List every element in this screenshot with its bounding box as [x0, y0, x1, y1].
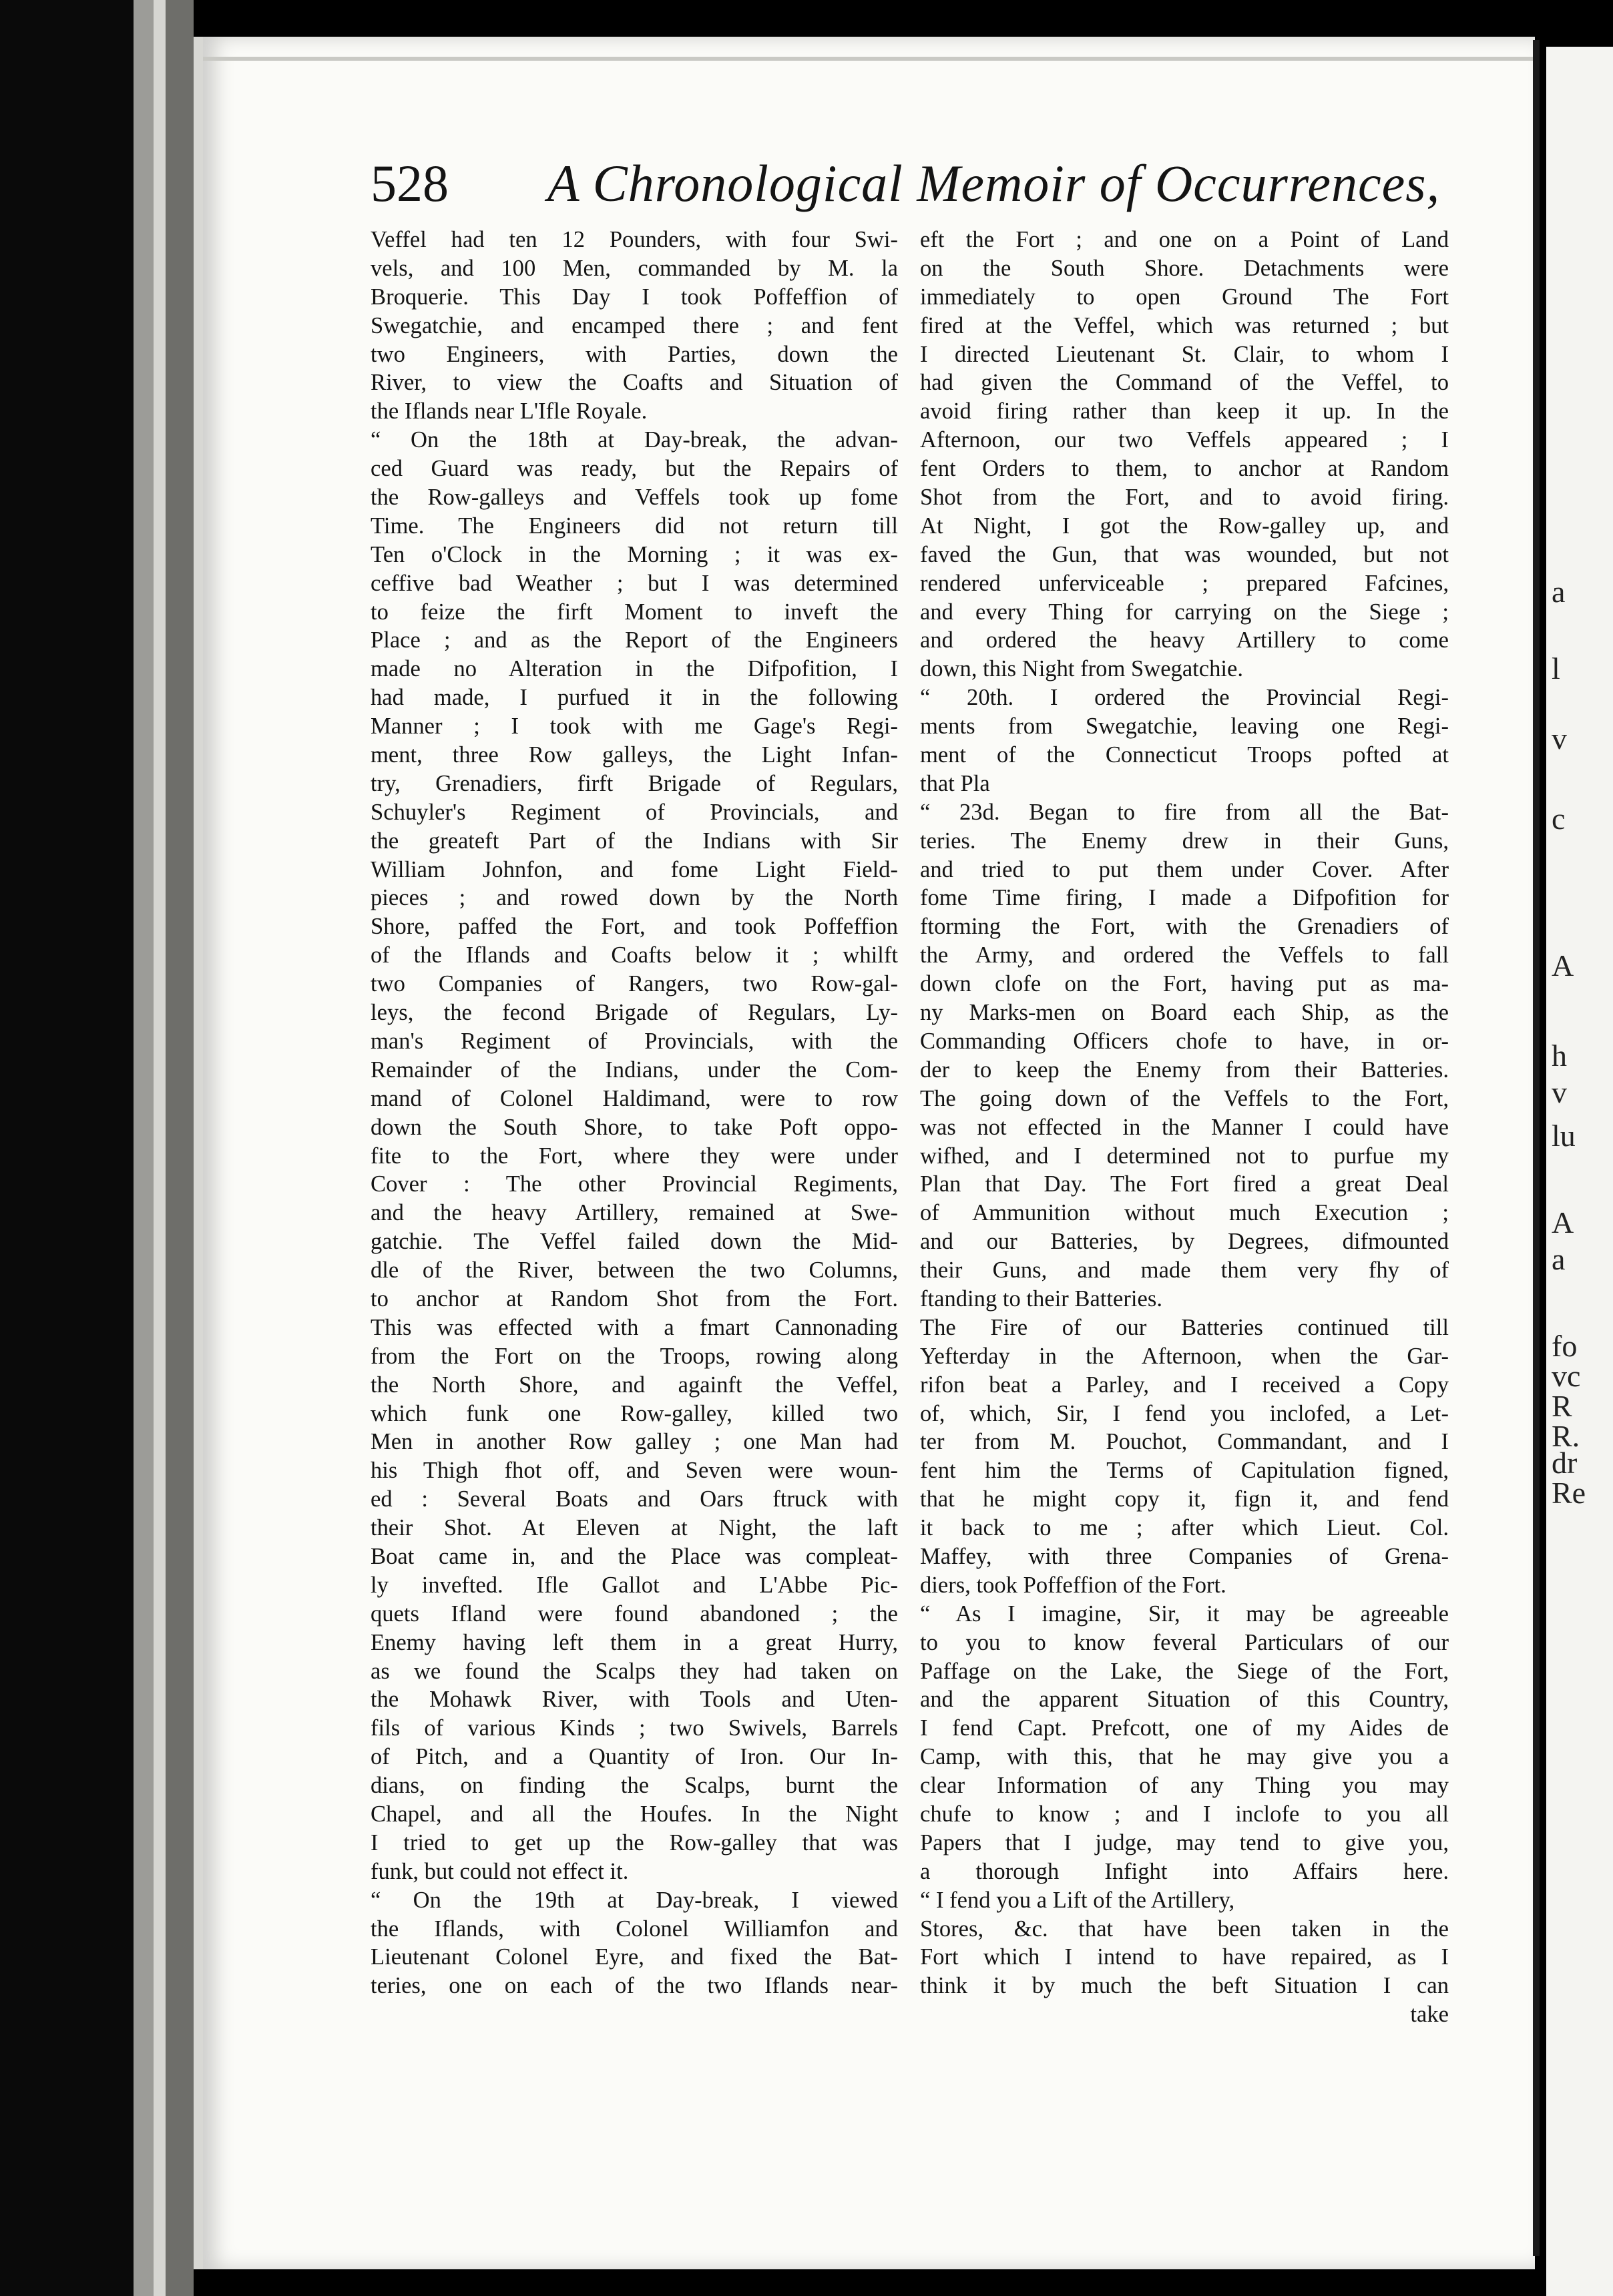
text-line: clear Information of any Thing you may [920, 1773, 1449, 1799]
text-line: Ten o'Clock in the Morning ; it was ex- [371, 541, 898, 567]
facing-page-fragment: a [1552, 575, 1566, 609]
text-line: ced Guard was ready, but the Repairs of [371, 456, 898, 482]
text-line: a thorough Infight into Affairs here. [920, 1858, 1449, 1884]
text-line: Chapel, and all the Houfes. In the Night [371, 1801, 898, 1827]
facing-page-fragment: c [1552, 802, 1566, 836]
text-line: Cover : The other Provincial Regiments, [371, 1171, 898, 1197]
text-line: fite to the Fort, where they were under [371, 1143, 898, 1169]
text-line: that he might copy it, fign it, and fend [920, 1486, 1449, 1512]
facing-page-fragment: fo [1552, 1329, 1578, 1363]
text-line: it back to me ; after which Lieut. Col. [920, 1515, 1449, 1541]
text-line: I fend Capt. Prefcott, one of my Aides de [920, 1715, 1449, 1741]
facing-page-fragment: R. [1552, 1419, 1580, 1453]
text-line: had given the Command of the Veffel, to [920, 370, 1449, 396]
text-line: I directed Lieutenant St. Clair, to whom I [920, 341, 1449, 367]
text-line: ter from M. Pouchot, Commandant, and I [920, 1429, 1449, 1455]
page-top-edge [203, 57, 1535, 61]
text-line: fent Orders to them, to anchor at Random [920, 456, 1449, 482]
text-column-right [920, 226, 1449, 2029]
text-line: and our Batteries, by Degrees, difmounted [920, 1229, 1449, 1255]
text-line: faved the Gun, that was wounded, but not [920, 541, 1449, 567]
text-line: down clofe on the Fort, having put as ma- [920, 971, 1449, 997]
text-line: The going down of the Veffels to the Fort, [920, 1085, 1449, 1111]
text-line: on the South Shore. Detachments were [920, 255, 1449, 281]
text-line: Enemy having left them in a great Hurry, [371, 1629, 898, 1655]
text-line: quets Ifland were found abandoned ; the [371, 1601, 898, 1627]
text-line: Place ; and as the Report of the Engineers [371, 627, 898, 653]
text-line: the North Shore, and againft the Veffel, [371, 1372, 898, 1398]
text-line: Paffage on the Lake, the Siege of the Fort, [920, 1658, 1449, 1684]
next-page-edge [1546, 47, 1613, 2296]
text-line: the Mohawk River, with Tools and Uten- [371, 1687, 898, 1713]
text-line: Shot from the Fort, and to avoid firing. [920, 485, 1449, 511]
text-line: Commanding Officers chofe to have, in or- [920, 1028, 1449, 1054]
text-line: teries. The Enemy drew in their Guns, [920, 828, 1449, 854]
text-line: gatchie. The Veffel failed down the Mid- [371, 1229, 898, 1255]
text-line: the greateft Part of the Indians with Sir [371, 828, 898, 854]
text-line: and every Thing for carrying on the Siege ; [920, 599, 1449, 625]
text-line: two Engineers, with Parties, down the [371, 341, 898, 367]
text-line: Boat came in, and the Place was compleat- [371, 1543, 898, 1569]
text-line: and the heavy Artillery, remained at Swe- [371, 1200, 898, 1226]
text-line: from the Fort on the Troops, rowing along [371, 1343, 898, 1369]
text-line: “ As I imagine, Sir, it may be agreeable [920, 1601, 1449, 1627]
text-line: diers, took Poffeffion of the Fort. [920, 1572, 1226, 1598]
text-line: ftorming the Fort, with the Grenadiers of [920, 914, 1449, 940]
text-line: and tried to put them under Cover. After [920, 856, 1449, 882]
scan-edge-strip [134, 0, 154, 2296]
text-line: Maffey, with three Companies of Grena- [920, 1543, 1449, 1569]
text-line: ed : Several Boats and Oars ftruck with [371, 1486, 898, 1512]
facing-page-fragment: l [1552, 651, 1560, 685]
text-line: was not effected in the Manner I could have [920, 1114, 1449, 1140]
text-line: to you to know feveral Particulars of our [920, 1629, 1449, 1655]
text-line: the Army, and ordered the Veffels to fall [920, 942, 1449, 968]
text-line: At Night, I got the Row-galley up, and [920, 513, 1449, 539]
text-line: I tried to get up the Row-galley that was [371, 1829, 898, 1855]
text-line: Lieutenant Colonel Eyre, and fixed the Bat- [371, 1944, 898, 1970]
text-line: the Iflands near L'Ifle Royale. [371, 398, 648, 424]
text-line: Broquerie. This Day I took Poffeffion of [371, 284, 898, 310]
text-line: to feize the firft Moment to inveft the [371, 599, 898, 625]
facing-page-fragment: R [1552, 1389, 1572, 1423]
text-line: mand of Colonel Haldimand, were to row [371, 1085, 898, 1111]
text-line: their Shot. At Eleven at Night, the laft [371, 1515, 898, 1541]
scan-edge-strip [154, 0, 166, 2296]
text-line: man's Regiment of Provincials, with the [371, 1028, 898, 1054]
page-header [371, 150, 1472, 224]
text-line: Schuyler's Regiment of Provincials, and [371, 799, 898, 825]
text-line: Remainder of the Indians, under the Com- [371, 1057, 898, 1083]
text-line: ftanding to their Batteries. [920, 1285, 1162, 1312]
text-line: Camp, with this, that he may give you a [920, 1744, 1449, 1770]
text-line: fome Time firing, I made a Difpofition for [920, 885, 1449, 911]
text-line: fils of various Kinds ; two Swivels, Barrels [371, 1715, 898, 1741]
text-line: eft the Fort ; and one on a Point of Land [920, 227, 1449, 252]
facing-page-fragment: dr [1552, 1446, 1578, 1480]
text-line: “ On the 19th at Day-break, I viewed [371, 1887, 898, 1913]
text-line: Men in another Row galley ; one Man had [371, 1429, 898, 1455]
page-gutter [1533, 40, 1540, 2256]
facing-page-fragment: v [1552, 722, 1567, 756]
text-line: Manner ; I took with me Gage's Regi- [371, 713, 898, 740]
text-line: rifon beat a Parley, and I received a Copy [920, 1372, 1449, 1398]
text-line: “ 23d. Began to fire from all the Bat- [920, 799, 1449, 825]
scan-edge-dark [0, 0, 134, 2296]
text-line: Afternoon, our two Veffels appeared ; I [920, 427, 1449, 453]
text-line: ments from Swegatchie, leaving one Regi- [920, 713, 1449, 740]
text-line: Plan that Day. The Fort fired a great Deal [920, 1171, 1449, 1197]
text-line: der to keep the Enemy from their Batteries. [920, 1057, 1449, 1083]
text-line: immediately to open Ground The Fort [920, 284, 1449, 310]
text-line: Fort which I intend to have repaired, as I [920, 1944, 1449, 1970]
text-line: “ On the 18th at Day-break, the advan- [371, 427, 898, 453]
text-line: take [1410, 2002, 1449, 2028]
page-number: 528 [371, 154, 449, 212]
text-line: fent him the Terms of Capitulation figned, [920, 1458, 1449, 1484]
text-line: as we found the Scalps they had taken on [371, 1658, 898, 1684]
text-line: pieces ; and rowed down by the North [371, 885, 898, 911]
text-line: Veffel had ten 12 Pounders, with four Swi- [371, 227, 898, 252]
text-line: and ordered the heavy Artillery to come [920, 627, 1449, 653]
text-line: fired at the Veffel, which was returned ; but [920, 312, 1449, 338]
facing-page-fragment: a [1552, 1242, 1566, 1276]
text-line: leys, the fecond Brigade of Regulars, Ly- [371, 1000, 898, 1026]
text-line: Swegatchie, and encamped there ; and fent [371, 312, 898, 338]
text-line: their Guns, and made them very fhy of [920, 1257, 1449, 1283]
text-line: “ 20th. I ordered the Provincial Regi- [920, 685, 1449, 711]
text-line: down the South Shore, to take Poft oppo- [371, 1114, 898, 1140]
text-line: ceffive bad Weather ; but I was determined [371, 570, 898, 596]
facing-page-fragment: h [1552, 1039, 1567, 1073]
text-line: vels, and 100 Men, commanded by M. la [371, 255, 898, 281]
facing-page-fragment: lu [1552, 1119, 1576, 1153]
text-line: his Thigh fhot off, and Seven were woun- [371, 1458, 898, 1484]
text-line: Shore, paffed the Fort, and took Poffeffion [371, 914, 898, 940]
text-line: This was effected with a fmart Cannonading [371, 1314, 898, 1340]
facing-page-fragment: Re [1552, 1476, 1586, 1510]
text-line: and the apparent Situation of this Country, [920, 1687, 1449, 1713]
text-line: dians, on finding the Scalps, burnt the [371, 1773, 898, 1799]
facing-page-fragment: vc [1552, 1359, 1581, 1393]
text-line: Yefterday in the Afternoon, when the Gar- [920, 1343, 1449, 1369]
facing-page-fragment: v [1552, 1075, 1567, 1109]
text-line: down, this Night from Swegatchie. [920, 656, 1244, 682]
running-title: A Chronological Memoir of Occurrences, [547, 154, 1441, 212]
text-line: of the Iflands and Coafts below it ; whilft [371, 942, 898, 968]
text-line: teries, one on each of the two Iflands near- [371, 1973, 898, 1999]
facing-page-fragment: A [1552, 1205, 1574, 1239]
text-line: the Iflands, with Colonel Williamfon and [371, 1916, 898, 1942]
text-line: ment of the Connecticut Troops pofted at [920, 742, 1449, 768]
text-line: William Johnfon, and fome Light Field- [371, 856, 898, 882]
text-line: Stores, &c. that have been taken in the [920, 1916, 1449, 1942]
text-line: two Companies of Rangers, two Row-gal- [371, 971, 898, 997]
text-line: of Pitch, and a Quantity of Iron. Our In- [371, 1744, 898, 1770]
text-line: The Fire of our Batteries continued till [920, 1314, 1449, 1340]
text-line: ly invefted. Ifle Gallot and L'Abbe Pic- [371, 1572, 898, 1598]
text-line: avoid firing rather than keep it up. In the [920, 398, 1449, 424]
text-line: think it by much the beft Situation I can [920, 1973, 1449, 1999]
facing-page-fragment: A [1552, 948, 1574, 982]
text-line: Time. The Engineers did not return till [371, 513, 898, 539]
text-line: ny Marks-men on Board each Ship, as the [920, 1000, 1449, 1026]
text-line: River, to view the Coafts and Situation of [371, 370, 898, 396]
text-line: that Pla [920, 770, 990, 796]
text-line: of Ammunition without much Execution ; [920, 1200, 1449, 1226]
text-line: rendered unferviceable ; prepared Fafcines, [920, 570, 1449, 596]
text-line: of, which, Sir, I fend you inclofed, a Let- [920, 1400, 1449, 1426]
text-line: to anchor at Random Shot from the Fort. [371, 1285, 898, 1312]
text-column-left [371, 226, 898, 2000]
text-line: chufe to know ; and I inclofe to you all [920, 1801, 1449, 1827]
text-line: ment, three Row galleys, the Light Infan- [371, 742, 898, 768]
text-line: wifhed, and I determined not to purfue my [920, 1143, 1449, 1169]
text-line: dle of the River, between the two Columns, [371, 1257, 898, 1283]
text-line: which funk one Row-galley, killed two [371, 1400, 898, 1426]
text-line: made no Alteration in the Difpofition, I [371, 656, 898, 682]
text-line: “ I fend you a Lift of the Artillery, [920, 1887, 1235, 1913]
text-line: the Row-galleys and Veffels took up fome [371, 485, 898, 511]
scan-edge-strip [166, 0, 194, 2296]
text-line: Papers that I judge, may tend to give you, [920, 1829, 1449, 1855]
text-line: had made, I purfued it in the following [371, 685, 898, 711]
text-line: funk, but could not effect it. [371, 1858, 629, 1884]
text-line: try, Grenadiers, firft Brigade of Regulars, [371, 770, 898, 796]
